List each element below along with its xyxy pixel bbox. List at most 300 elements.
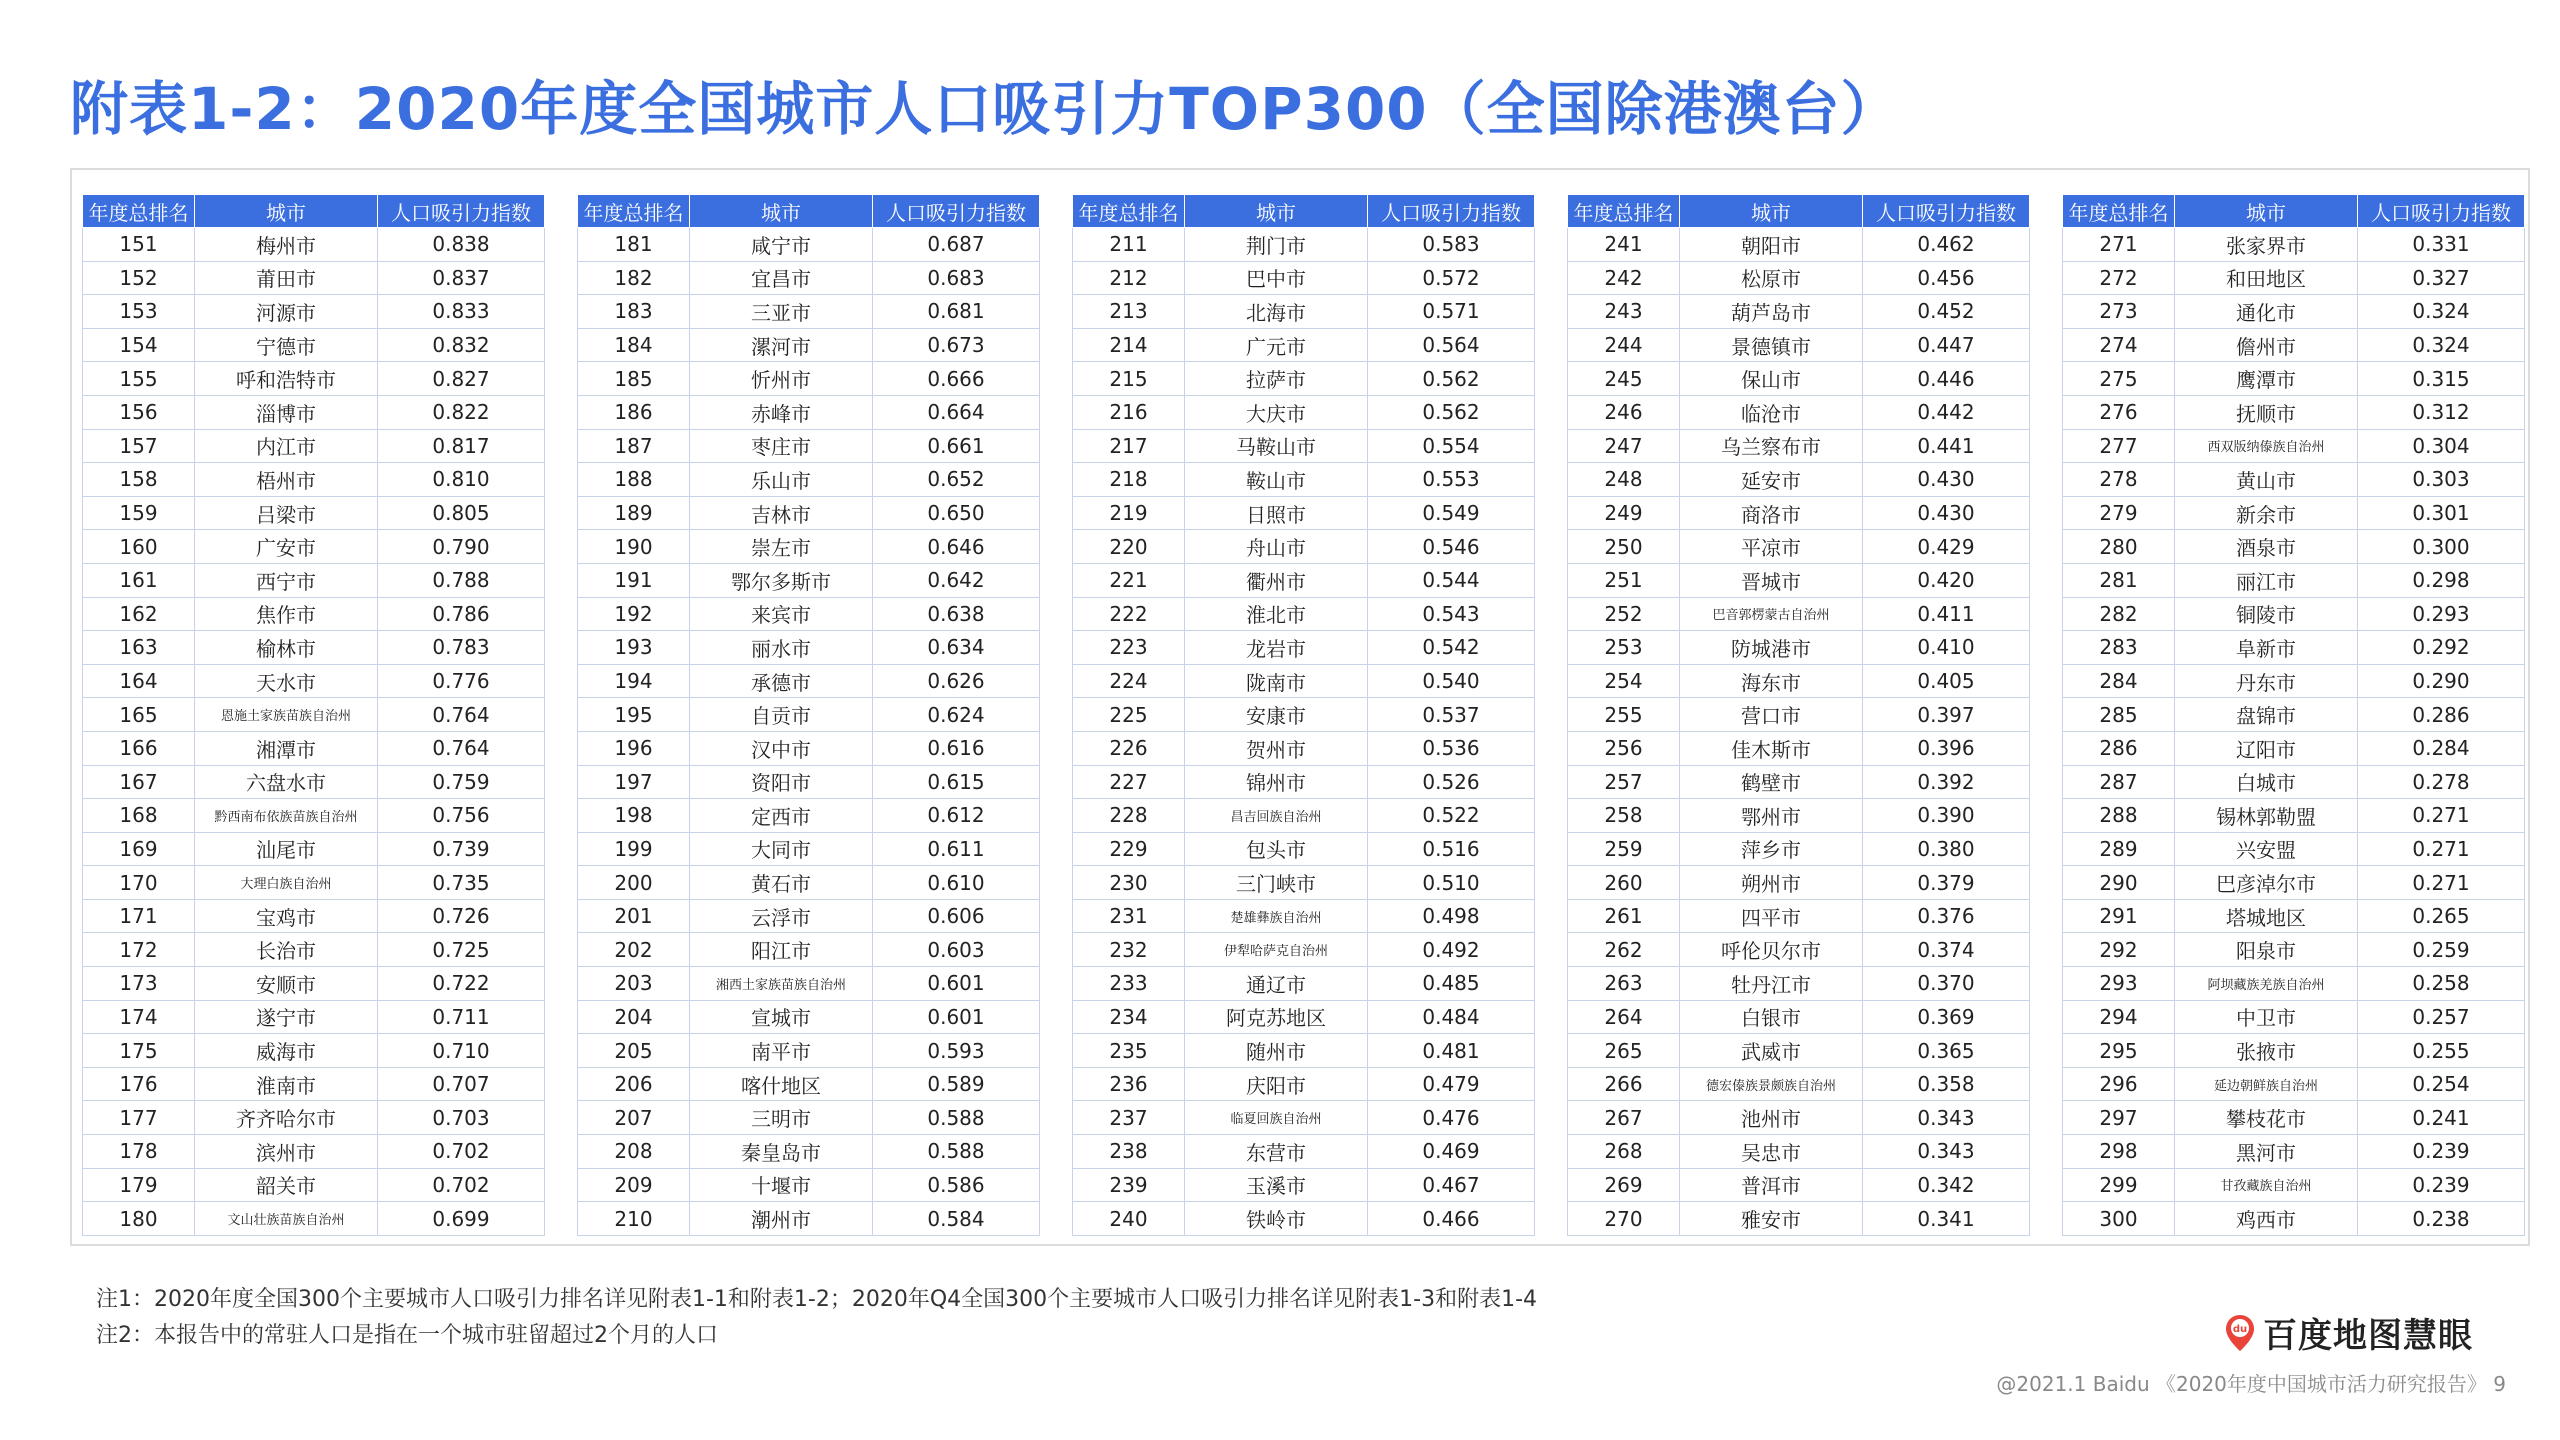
city-cell: 锡林郭勒盟 xyxy=(2175,799,2358,833)
rank-cell: 170 xyxy=(83,866,195,900)
table-row xyxy=(1568,496,2030,530)
rank-cell: 196 xyxy=(578,731,690,765)
table-header-row xyxy=(83,195,545,228)
rank-cell: 279 xyxy=(2063,496,2175,530)
rank-cell: 199 xyxy=(578,832,690,866)
table-header-row xyxy=(1073,195,1535,228)
index-cell: 0.546 xyxy=(1368,530,1535,564)
city-cell: 延边朝鲜族自治州 xyxy=(2175,1067,2358,1101)
index-cell: 0.739 xyxy=(378,832,545,866)
rank-cell: 265 xyxy=(1568,1034,1680,1068)
city-cell: 自贡市 xyxy=(690,698,873,732)
city-cell: 来宾市 xyxy=(690,597,873,631)
index-cell: 0.673 xyxy=(873,328,1040,362)
index-cell: 0.292 xyxy=(2358,631,2525,665)
index-cell: 0.304 xyxy=(2358,429,2525,463)
city-cell: 晋城市 xyxy=(1680,563,1863,597)
city-cell: 朝阳市 xyxy=(1680,228,1863,262)
table-row xyxy=(578,1034,1040,1068)
rank-cell: 299 xyxy=(2063,1168,2175,1202)
table-row xyxy=(1568,1168,2030,1202)
table-row xyxy=(1073,496,1535,530)
table-row xyxy=(1073,698,1535,732)
index-cell: 0.441 xyxy=(1863,429,2030,463)
rank-cell: 185 xyxy=(578,362,690,396)
city-cell: 伊犁哈萨克自治州 xyxy=(1185,933,1368,967)
index-cell: 0.616 xyxy=(873,731,1040,765)
table-row xyxy=(1073,228,1535,262)
header-index: 人口吸引力指数 xyxy=(378,195,545,228)
rank-cell: 252 xyxy=(1568,597,1680,631)
index-cell: 0.239 xyxy=(2358,1168,2525,1202)
table-row xyxy=(578,1135,1040,1169)
city-cell: 兴安盟 xyxy=(2175,832,2358,866)
city-cell: 锦州市 xyxy=(1185,765,1368,799)
index-cell: 0.638 xyxy=(873,597,1040,631)
index-cell: 0.343 xyxy=(1863,1101,2030,1135)
index-cell: 0.756 xyxy=(378,799,545,833)
rank-cell: 226 xyxy=(1073,731,1185,765)
table-row xyxy=(2063,597,2525,631)
city-cell: 鞍山市 xyxy=(1185,463,1368,497)
rank-cell: 238 xyxy=(1073,1135,1185,1169)
rank-cell: 152 xyxy=(83,261,195,295)
rank-cell: 298 xyxy=(2063,1135,2175,1169)
ranking-tables-panel xyxy=(70,168,2530,1246)
rank-cell: 227 xyxy=(1073,765,1185,799)
index-cell: 0.764 xyxy=(378,731,545,765)
index-cell: 0.759 xyxy=(378,765,545,799)
rank-cell: 175 xyxy=(83,1034,195,1068)
index-cell: 0.442 xyxy=(1863,395,2030,429)
table-row xyxy=(1073,1135,1535,1169)
rank-cell: 202 xyxy=(578,933,690,967)
notes xyxy=(96,1282,1537,1354)
rank-cell: 260 xyxy=(1568,866,1680,900)
city-cell: 酒泉市 xyxy=(2175,530,2358,564)
city-cell: 阿克苏地区 xyxy=(1185,1000,1368,1034)
table-row xyxy=(1568,328,2030,362)
index-cell: 0.572 xyxy=(1368,261,1535,295)
rank-cell: 273 xyxy=(2063,295,2175,329)
city-cell: 铜陵市 xyxy=(2175,597,2358,631)
city-cell: 赤峰市 xyxy=(690,395,873,429)
index-cell: 0.446 xyxy=(1863,362,2030,396)
table-row xyxy=(83,429,545,463)
index-cell: 0.271 xyxy=(2358,866,2525,900)
table-row xyxy=(1073,765,1535,799)
table-row xyxy=(1073,1168,1535,1202)
city-cell: 武威市 xyxy=(1680,1034,1863,1068)
city-cell: 抚顺市 xyxy=(2175,395,2358,429)
table-row xyxy=(578,261,1040,295)
index-cell: 0.683 xyxy=(873,261,1040,295)
table-row xyxy=(1568,1000,2030,1034)
index-cell: 0.379 xyxy=(1863,866,2030,900)
table-row xyxy=(1073,832,1535,866)
rank-cell: 232 xyxy=(1073,933,1185,967)
rank-cell: 289 xyxy=(2063,832,2175,866)
table-row xyxy=(2063,899,2525,933)
table-row xyxy=(578,664,1040,698)
rank-cell: 233 xyxy=(1073,967,1185,1001)
rank-cell: 161 xyxy=(83,563,195,597)
rank-cell: 207 xyxy=(578,1101,690,1135)
table-row xyxy=(1568,395,2030,429)
city-cell: 河源市 xyxy=(195,295,378,329)
table-row xyxy=(578,1202,1040,1236)
table-row xyxy=(578,799,1040,833)
rank-cell: 254 xyxy=(1568,664,1680,698)
table-row xyxy=(1568,664,2030,698)
city-cell: 资阳市 xyxy=(690,765,873,799)
index-cell: 0.703 xyxy=(378,1101,545,1135)
table-header-row xyxy=(1568,195,2030,228)
table-row xyxy=(83,832,545,866)
city-cell: 白城市 xyxy=(2175,765,2358,799)
city-cell: 忻州市 xyxy=(690,362,873,396)
rank-cell: 264 xyxy=(1568,1000,1680,1034)
table-header-row xyxy=(578,195,1040,228)
city-cell: 玉溪市 xyxy=(1185,1168,1368,1202)
index-cell: 0.817 xyxy=(378,429,545,463)
table-row xyxy=(1073,328,1535,362)
index-cell: 0.254 xyxy=(2358,1067,2525,1101)
table-row xyxy=(2063,530,2525,564)
table-row xyxy=(1568,597,2030,631)
index-cell: 0.615 xyxy=(873,765,1040,799)
index-cell: 0.284 xyxy=(2358,731,2525,765)
city-cell: 咸宁市 xyxy=(690,228,873,262)
index-cell: 0.241 xyxy=(2358,1101,2525,1135)
rank-cell: 154 xyxy=(83,328,195,362)
header-city: 城市 xyxy=(1185,195,1368,228)
index-cell: 0.832 xyxy=(378,328,545,362)
index-cell: 0.722 xyxy=(378,967,545,1001)
rank-cell: 166 xyxy=(83,731,195,765)
table-row xyxy=(578,1000,1040,1034)
city-cell: 南平市 xyxy=(690,1034,873,1068)
rank-cell: 183 xyxy=(578,295,690,329)
rank-cell: 286 xyxy=(2063,731,2175,765)
rank-cell: 243 xyxy=(1568,295,1680,329)
city-cell: 甘孜藏族自治州 xyxy=(2175,1168,2358,1202)
city-cell: 贺州市 xyxy=(1185,731,1368,765)
index-cell: 0.481 xyxy=(1368,1034,1535,1068)
rank-cell: 263 xyxy=(1568,967,1680,1001)
rank-cell: 222 xyxy=(1073,597,1185,631)
rank-cell: 206 xyxy=(578,1067,690,1101)
header-rank: 年度总排名 xyxy=(83,195,195,228)
index-cell: 0.369 xyxy=(1863,1000,2030,1034)
rank-cell: 234 xyxy=(1073,1000,1185,1034)
table-row xyxy=(2063,866,2525,900)
rank-cell: 159 xyxy=(83,496,195,530)
rank-cell: 250 xyxy=(1568,530,1680,564)
index-cell: 0.303 xyxy=(2358,463,2525,497)
table-row xyxy=(1568,1067,2030,1101)
table-row xyxy=(1073,866,1535,900)
city-cell: 威海市 xyxy=(195,1034,378,1068)
rank-cell: 156 xyxy=(83,395,195,429)
rank-cell: 288 xyxy=(2063,799,2175,833)
table-row xyxy=(83,328,545,362)
rank-cell: 172 xyxy=(83,933,195,967)
rank-cell: 281 xyxy=(2063,563,2175,597)
index-cell: 0.589 xyxy=(873,1067,1040,1101)
city-cell: 滨州市 xyxy=(195,1135,378,1169)
city-cell: 西双版纳傣族自治州 xyxy=(2175,429,2358,463)
table-row xyxy=(578,429,1040,463)
city-cell: 阳江市 xyxy=(690,933,873,967)
index-cell: 0.374 xyxy=(1863,933,2030,967)
rank-cell: 158 xyxy=(83,463,195,497)
rank-cell: 225 xyxy=(1073,698,1185,732)
index-cell: 0.776 xyxy=(378,664,545,698)
city-cell: 张家界市 xyxy=(2175,228,2358,262)
ranking-table-2 xyxy=(577,194,1040,1236)
index-cell: 0.584 xyxy=(873,1202,1040,1236)
city-cell: 舟山市 xyxy=(1185,530,1368,564)
index-cell: 0.376 xyxy=(1863,899,2030,933)
city-cell: 通化市 xyxy=(2175,295,2358,329)
table-row xyxy=(1568,463,2030,497)
rank-cell: 182 xyxy=(578,261,690,295)
index-cell: 0.805 xyxy=(378,496,545,530)
rank-cell: 236 xyxy=(1073,1067,1185,1101)
city-cell: 湘潭市 xyxy=(195,731,378,765)
index-cell: 0.838 xyxy=(378,228,545,262)
index-cell: 0.271 xyxy=(2358,832,2525,866)
index-cell: 0.646 xyxy=(873,530,1040,564)
index-cell: 0.516 xyxy=(1368,832,1535,866)
rank-cell: 253 xyxy=(1568,631,1680,665)
table-row xyxy=(2063,765,2525,799)
rank-cell: 230 xyxy=(1073,866,1185,900)
rank-cell: 186 xyxy=(578,395,690,429)
city-cell: 中卫市 xyxy=(2175,1000,2358,1034)
table-row xyxy=(83,1101,545,1135)
city-cell: 丹东市 xyxy=(2175,664,2358,698)
table-row xyxy=(1568,1034,2030,1068)
rank-cell: 178 xyxy=(83,1135,195,1169)
index-cell: 0.652 xyxy=(873,463,1040,497)
rank-cell: 184 xyxy=(578,328,690,362)
rank-cell: 224 xyxy=(1073,664,1185,698)
index-cell: 0.543 xyxy=(1368,597,1535,631)
city-cell: 佳木斯市 xyxy=(1680,731,1863,765)
table-row xyxy=(1568,899,2030,933)
table-row xyxy=(578,395,1040,429)
city-cell: 大同市 xyxy=(690,832,873,866)
index-cell: 0.612 xyxy=(873,799,1040,833)
rank-cell: 173 xyxy=(83,967,195,1001)
index-cell: 0.664 xyxy=(873,395,1040,429)
rank-cell: 259 xyxy=(1568,832,1680,866)
city-cell: 楚雄彝族自治州 xyxy=(1185,899,1368,933)
city-cell: 黔西南布依族苗族自治州 xyxy=(195,799,378,833)
table-row xyxy=(2063,228,2525,262)
rank-cell: 278 xyxy=(2063,463,2175,497)
table-row xyxy=(83,899,545,933)
index-cell: 0.540 xyxy=(1368,664,1535,698)
rank-cell: 249 xyxy=(1568,496,1680,530)
city-cell: 巴中市 xyxy=(1185,261,1368,295)
table-row xyxy=(578,496,1040,530)
index-cell: 0.726 xyxy=(378,899,545,933)
table-row xyxy=(83,563,545,597)
header-index: 人口吸引力指数 xyxy=(1368,195,1535,228)
index-cell: 0.476 xyxy=(1368,1101,1535,1135)
logo-text: 百度地图慧眼 xyxy=(2263,1316,2473,1356)
city-cell: 莆田市 xyxy=(195,261,378,295)
rank-cell: 285 xyxy=(2063,698,2175,732)
table-row xyxy=(83,1202,545,1236)
table-row xyxy=(2063,933,2525,967)
rank-cell: 246 xyxy=(1568,395,1680,429)
table-row xyxy=(578,597,1040,631)
index-cell: 0.526 xyxy=(1368,765,1535,799)
city-cell: 宜昌市 xyxy=(690,261,873,295)
index-cell: 0.822 xyxy=(378,395,545,429)
table-row xyxy=(2063,1000,2525,1034)
index-cell: 0.238 xyxy=(2358,1202,2525,1236)
rank-cell: 221 xyxy=(1073,563,1185,597)
baidu-map-pin-icon xyxy=(2225,1314,2255,1352)
rank-cell: 197 xyxy=(578,765,690,799)
city-cell: 天水市 xyxy=(195,664,378,698)
city-cell: 防城港市 xyxy=(1680,631,1863,665)
table-row xyxy=(1568,563,2030,597)
index-cell: 0.735 xyxy=(378,866,545,900)
index-cell: 0.343 xyxy=(1863,1135,2030,1169)
rank-cell: 174 xyxy=(83,1000,195,1034)
rank-cell: 296 xyxy=(2063,1067,2175,1101)
rank-cell: 181 xyxy=(578,228,690,262)
table-row xyxy=(83,1034,545,1068)
city-cell: 喀什地区 xyxy=(690,1067,873,1101)
rank-cell: 216 xyxy=(1073,395,1185,429)
city-cell: 承德市 xyxy=(690,664,873,698)
table-row xyxy=(1073,597,1535,631)
city-cell: 广元市 xyxy=(1185,328,1368,362)
index-cell: 0.239 xyxy=(2358,1135,2525,1169)
city-cell: 崇左市 xyxy=(690,530,873,564)
city-cell: 临夏回族自治州 xyxy=(1185,1101,1368,1135)
index-cell: 0.837 xyxy=(378,261,545,295)
rank-cell: 258 xyxy=(1568,799,1680,833)
rank-cell: 272 xyxy=(2063,261,2175,295)
rank-cell: 256 xyxy=(1568,731,1680,765)
index-cell: 0.702 xyxy=(378,1135,545,1169)
rank-cell: 277 xyxy=(2063,429,2175,463)
city-cell: 长治市 xyxy=(195,933,378,967)
table-row xyxy=(83,731,545,765)
city-cell: 鄂尔多斯市 xyxy=(690,563,873,597)
rank-cell: 295 xyxy=(2063,1034,2175,1068)
rank-cell: 274 xyxy=(2063,328,2175,362)
table-row xyxy=(83,967,545,1001)
city-cell: 巴彦淖尔市 xyxy=(2175,866,2358,900)
city-cell: 白银市 xyxy=(1680,1000,1863,1034)
rank-cell: 291 xyxy=(2063,899,2175,933)
table-row xyxy=(1073,362,1535,396)
city-cell: 云浮市 xyxy=(690,899,873,933)
table-row xyxy=(83,1135,545,1169)
table-row xyxy=(1073,799,1535,833)
index-cell: 0.469 xyxy=(1368,1135,1535,1169)
rank-cell: 191 xyxy=(578,563,690,597)
ranking-table-1 xyxy=(82,194,545,1236)
city-cell: 内江市 xyxy=(195,429,378,463)
city-cell: 焦作市 xyxy=(195,597,378,631)
table-row xyxy=(1568,530,2030,564)
rank-cell: 297 xyxy=(2063,1101,2175,1135)
table-row xyxy=(1568,228,2030,262)
city-cell: 三亚市 xyxy=(690,295,873,329)
rank-cell: 190 xyxy=(578,530,690,564)
table-row xyxy=(83,362,545,396)
table-row xyxy=(578,362,1040,396)
city-cell: 定西市 xyxy=(690,799,873,833)
table-row xyxy=(2063,429,2525,463)
city-cell: 日照市 xyxy=(1185,496,1368,530)
index-cell: 0.666 xyxy=(873,362,1040,396)
table-row xyxy=(2063,1034,2525,1068)
rank-cell: 266 xyxy=(1568,1067,1680,1101)
table-row xyxy=(1568,631,2030,665)
rank-cell: 171 xyxy=(83,899,195,933)
index-cell: 0.588 xyxy=(873,1101,1040,1135)
city-cell: 吉林市 xyxy=(690,496,873,530)
table-row xyxy=(1568,866,2030,900)
rank-cell: 162 xyxy=(83,597,195,631)
table-row xyxy=(1568,967,2030,1001)
city-cell: 齐齐哈尔市 xyxy=(195,1101,378,1135)
index-cell: 0.485 xyxy=(1368,967,1535,1001)
table-row xyxy=(1073,967,1535,1001)
rank-cell: 229 xyxy=(1073,832,1185,866)
table-row xyxy=(1568,933,2030,967)
city-cell: 呼伦贝尔市 xyxy=(1680,933,1863,967)
index-cell: 0.764 xyxy=(378,698,545,732)
table-row xyxy=(2063,698,2525,732)
rank-cell: 262 xyxy=(1568,933,1680,967)
rank-cell: 168 xyxy=(83,799,195,833)
table-row xyxy=(578,1101,1040,1135)
index-cell: 0.549 xyxy=(1368,496,1535,530)
table-row xyxy=(83,496,545,530)
table-row xyxy=(2063,1101,2525,1135)
index-cell: 0.626 xyxy=(873,664,1040,698)
rank-cell: 200 xyxy=(578,866,690,900)
rank-cell: 257 xyxy=(1568,765,1680,799)
rank-cell: 179 xyxy=(83,1168,195,1202)
table-row xyxy=(1073,933,1535,967)
city-cell: 通辽市 xyxy=(1185,967,1368,1001)
index-cell: 0.298 xyxy=(2358,563,2525,597)
rank-cell: 245 xyxy=(1568,362,1680,396)
city-cell: 鹤壁市 xyxy=(1680,765,1863,799)
table-row xyxy=(578,530,1040,564)
brand-logo xyxy=(2225,1308,2473,1357)
header-city: 城市 xyxy=(1680,195,1863,228)
index-cell: 0.466 xyxy=(1368,1202,1535,1236)
index-cell: 0.467 xyxy=(1368,1168,1535,1202)
rank-cell: 244 xyxy=(1568,328,1680,362)
table-row xyxy=(83,228,545,262)
city-cell: 盘锦市 xyxy=(2175,698,2358,732)
